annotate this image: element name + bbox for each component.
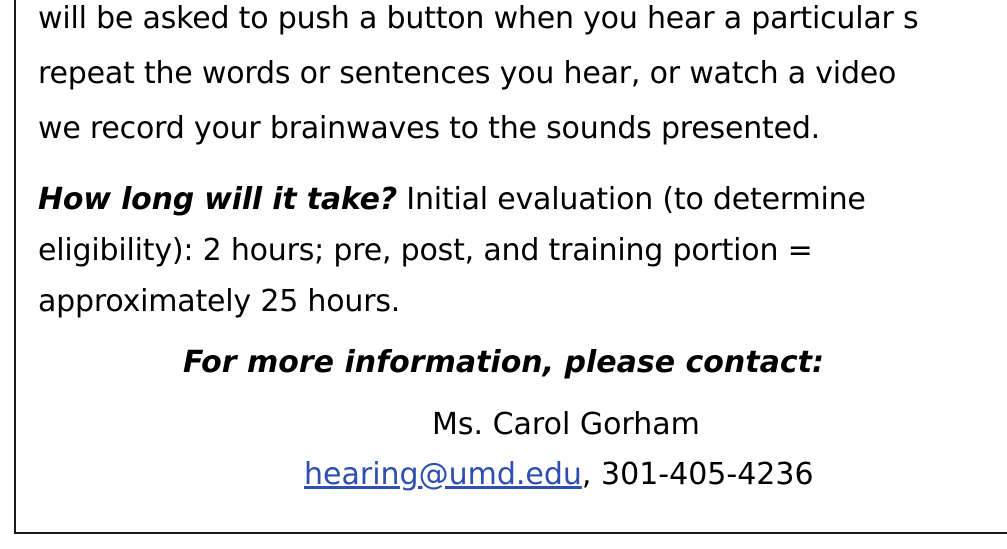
body-line-1: will be asked to push a button when you hear a particular s	[38, 1, 919, 36]
contact-phone: 301-405-4236	[601, 457, 814, 492]
contact-heading: For more information, please contact:	[183, 345, 824, 380]
contact-email-link[interactable]: hearing@umd.edu	[304, 457, 582, 492]
contact-name: Ms. Carol Gorham	[432, 407, 700, 442]
duration-paragraph	[38, 182, 866, 217]
duration-answer-line-3: approximately 25 hours.	[38, 284, 401, 319]
body-line-3: we record your brainwaves to the sounds presented.	[38, 111, 821, 146]
duration-question: How long will it take?	[38, 182, 397, 217]
contact-separator: ,	[581, 457, 592, 492]
duration-answer-line-1: Initial evaluation (to determine	[406, 182, 866, 217]
contact-details	[304, 457, 814, 492]
duration-answer-line-2: eligibility): 2 hours; pre, post, and training portion =	[38, 233, 813, 268]
body-line-2: repeat the words or sentences you hear, or watch a video	[38, 56, 897, 91]
